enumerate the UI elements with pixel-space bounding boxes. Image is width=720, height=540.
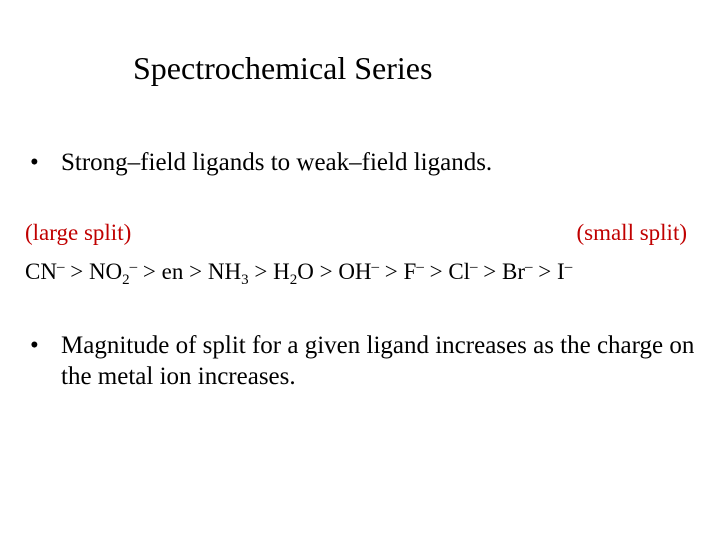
greater-than-separator: > — [477, 259, 503, 284]
greater-than-separator: > — [313, 259, 339, 284]
greater-than-separator: > — [379, 259, 404, 284]
ligand: $NH_3$ — [207, 259, 249, 288]
bullet-item-strong-weak — [30, 147, 700, 178]
slide-title: Spectrochemical Series — [133, 50, 433, 86]
small-split-label: (small split) — [576, 220, 687, 245]
ligand: $NO_2^-$ — [88, 259, 138, 288]
bullet-marker: • — [30, 149, 39, 176]
greater-than-separator: > — [64, 259, 89, 284]
greater-than-separator: > — [183, 259, 208, 284]
ligand: Br– — [502, 259, 533, 284]
large-split-label: (large split) — [25, 220, 132, 245]
ligand: en — [161, 259, 184, 284]
ligand: Cl– — [448, 259, 478, 284]
ligand: CN– — [25, 259, 65, 284]
greater-than-separator: > — [423, 259, 449, 284]
ligand: OH– — [338, 259, 380, 284]
ligand: I– — [557, 259, 573, 284]
bullet-marker: • — [30, 332, 39, 359]
split-labels — [25, 218, 687, 248]
greater-than-separator: > — [532, 259, 558, 284]
bullet-item-magnitude — [30, 330, 700, 392]
bullet-text: Strong–field ligands to weak–field ligands. — [61, 149, 493, 176]
ligand: $H_2O$ — [273, 259, 314, 288]
greater-than-separator: > — [137, 259, 162, 284]
spectrochemical-series — [25, 257, 572, 287]
bullet-text: Magnitude of split for a given ligand increases as the charge on the metal ion increases. — [61, 332, 695, 390]
greater-than-separator: > — [248, 259, 274, 284]
ligand: F– — [403, 259, 424, 284]
